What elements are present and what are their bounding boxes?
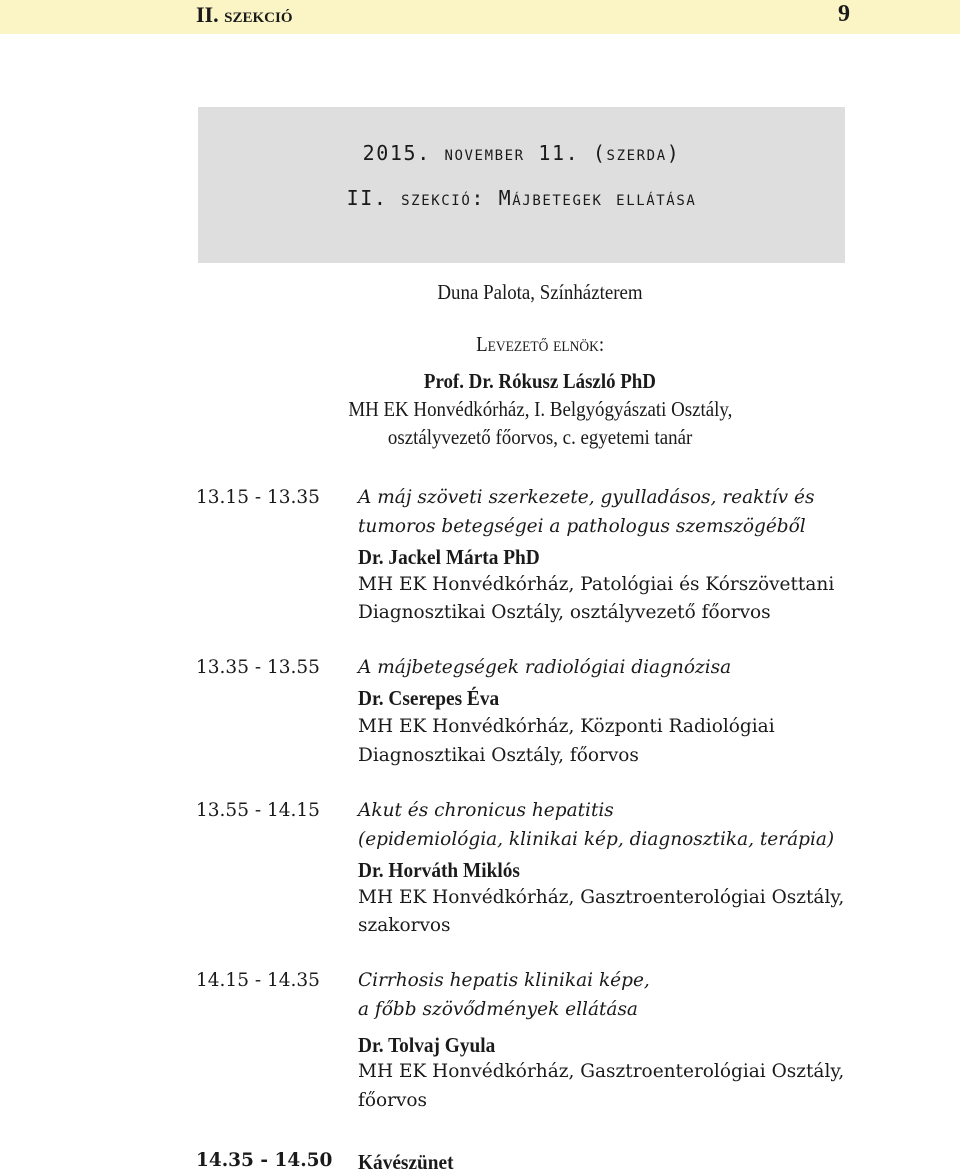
speaker-affiliation-2: szakorvos <box>358 915 451 936</box>
speaker-name: Dr. Jackel Márta PhD <box>358 545 540 569</box>
session-title-line-1: Akut és chronicus hepatitis <box>358 800 614 821</box>
chair-affiliation-1: MH EK Honvédkórház, I. Belgyógyászati Osztály, <box>347 397 733 421</box>
session-time: 13.55 - 14.15 <box>196 800 320 821</box>
speaker-affiliation-1: MH EK Honvédkórház, Gasztroenterológiai Osztály, <box>358 1061 845 1082</box>
session-title-line-2: (epidemiológia, klinikai kép, diagnosztika, terápia) <box>358 829 835 850</box>
speaker-affiliation-2: Diagnosztikai Osztály, főorvos <box>358 745 639 766</box>
chair-affiliation-2: osztályvezető főorvos, c. egyetemi tanár <box>387 425 693 449</box>
break-time: 14.35 - 14.50 <box>196 1150 333 1171</box>
banner-date: 2015. november 11. (szerda) <box>362 141 681 165</box>
speaker-name: Dr. Horváth Miklós <box>358 858 520 882</box>
page-number: 9 <box>838 1 850 27</box>
speaker-name: Dr. Tolvaj Gyula <box>358 1033 496 1057</box>
banner-box <box>198 107 845 263</box>
banner-section-title: II. szekció: Májbetegek ellátása <box>346 186 697 210</box>
speaker-affiliation-1: MH EK Honvédkórház, Patológiai és Kórszövettani <box>358 574 835 595</box>
session-title-line-1: A máj szöveti szerkezete, gyulladásos, reaktív és <box>358 487 815 508</box>
session-time: 13.15 - 13.35 <box>196 487 320 508</box>
section-label: II. szekció <box>196 2 293 27</box>
venue: Duna Palota, Színházterem <box>437 280 643 304</box>
session-title-line-2: tumoros betegségei a pathologus szemszögéből <box>358 516 806 537</box>
session-time: 13.35 - 13.55 <box>196 657 320 678</box>
speaker-affiliation-2: Diagnosztikai Osztály, osztályvezető főorvos <box>358 602 771 623</box>
session-title-line-2: a főbb szövődmények ellátása <box>358 999 638 1020</box>
session-title-line-1: A májbetegségek radiológiai diagnózisa <box>358 657 732 678</box>
speaker-affiliation-2: főorvos <box>358 1090 428 1111</box>
break-label: Kávészünet <box>358 1150 454 1174</box>
chair-label: Levezető elnök: <box>476 332 604 356</box>
speaker-affiliation-1: MH EK Honvédkórház, Központi Radiológiai <box>358 716 775 737</box>
speaker-affiliation-1: MH EK Honvédkórház, Gasztroenterológiai Osztály, <box>358 887 845 908</box>
session-time: 14.15 - 14.35 <box>196 970 320 991</box>
session-title-line-1: Cirrhosis hepatis klinikai képe, <box>358 970 650 991</box>
speaker-name: Dr. Cserepes Éva <box>358 686 500 710</box>
chair-name: Prof. Dr. Rókusz László PhD <box>423 369 657 393</box>
page-header <box>0 0 960 34</box>
